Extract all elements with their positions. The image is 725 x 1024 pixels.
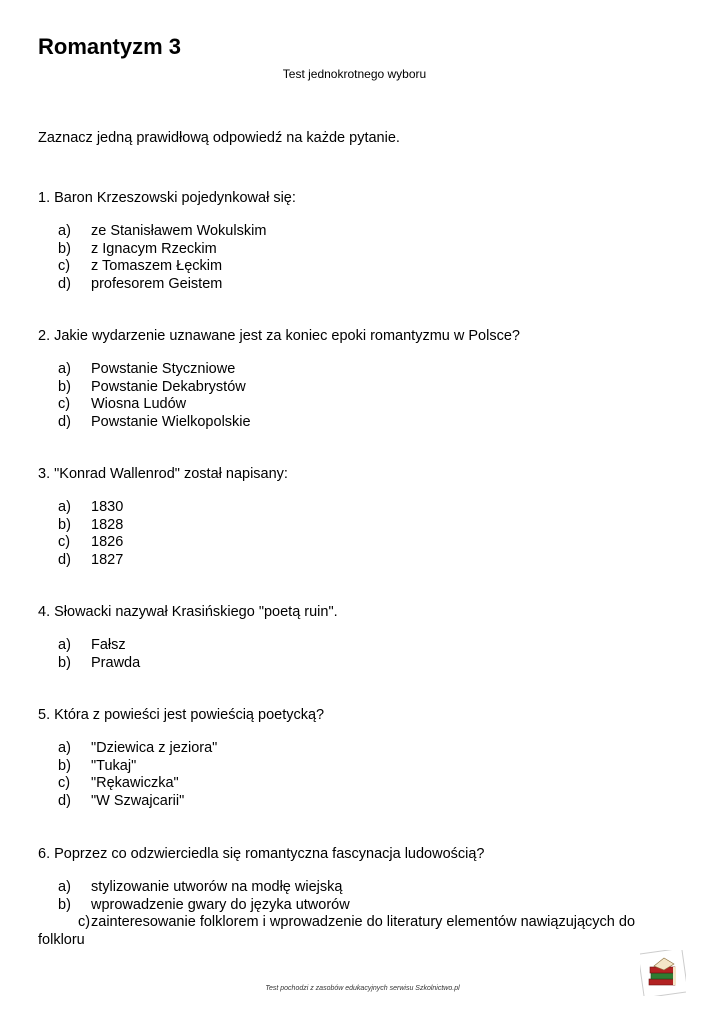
question-text: 1. Baron Krzeszowski pojedynkował się: — [38, 190, 296, 206]
option-c[interactable]: c) 1826 — [58, 534, 124, 550]
instruction: Zaznacz jedną prawidłową odpowiedź na każde pytanie. — [38, 130, 400, 146]
question-text: 5. Która z powieści jest powieścią poetycką? — [38, 707, 325, 723]
page-title: Romantyzm 3 — [38, 34, 182, 59]
option-b[interactable]: b) "Tukaj" — [58, 757, 137, 774]
option-list — [38, 361, 678, 431]
option-c[interactable]: c) z Tomaszem Łęckim — [58, 258, 223, 274]
option-b[interactable]: b) Powstanie Dekabrystów — [58, 378, 246, 395]
option-a[interactable]: a) Fałsz — [58, 637, 126, 653]
option-list — [38, 499, 678, 569]
option-a[interactable]: a) Powstanie Styczniowe — [58, 361, 236, 377]
option-a[interactable]: a) 1830 — [58, 499, 124, 515]
question-3 — [38, 465, 678, 569]
question-text: 2. Jakie wydarzenie uznawane jest za koniec epoki romantyzmu w Polsce? — [38, 328, 520, 344]
option-c[interactable]: c) "Rękawiczka" — [58, 775, 179, 791]
question-text: 6. Poprzez co odzwierciedla się romantyczna fascynacja ludowością? — [38, 846, 485, 862]
footer-source: Test pochodzi z zasobów edukacyjnych serwisu Szkolnictwo.pl — [265, 985, 460, 992]
option-a[interactable]: a) "Dziewica z jeziora" — [58, 740, 218, 756]
option-c[interactable]: c)zainteresowanie folklorem i wprowadzenie do literatury elementów nawiązujących do folkloru — [38, 914, 636, 948]
question-text: 3. "Konrad Wallenrod" został napisany: — [38, 466, 288, 482]
question-1 — [38, 189, 678, 293]
question-4 — [38, 603, 678, 672]
option-a[interactable]: a) ze Stanisławem Wokulskim — [58, 223, 267, 239]
option-d[interactable]: d) Powstanie Wielkopolskie — [58, 413, 251, 430]
question-6 — [38, 845, 658, 949]
option-list — [38, 223, 678, 293]
option-list — [38, 637, 678, 672]
option-list — [38, 879, 658, 949]
option-c[interactable]: c) Wiosna Ludów — [58, 396, 187, 412]
option-a[interactable]: a) stylizowanie utworów na modłę wiejską — [58, 879, 343, 895]
option-b[interactable]: b) 1828 — [58, 516, 124, 533]
option-d[interactable]: d) profesorem Geistem — [58, 275, 223, 292]
option-b[interactable]: b) Prawda — [58, 654, 141, 671]
question-text: 4. Słowacki nazywał Krasińskiego "poetą ruin". — [38, 604, 338, 620]
option-d[interactable]: d) 1827 — [58, 551, 124, 568]
page-subtitle: Test jednokrotnego wyboru — [282, 67, 427, 81]
option-list — [38, 740, 678, 810]
option-d[interactable]: d) "W Szwajcarii" — [58, 792, 185, 809]
question-2 — [38, 327, 678, 431]
question-5 — [38, 706, 678, 810]
option-b[interactable]: b) wprowadzenie gwary do języka utworów — [58, 896, 350, 913]
option-b[interactable]: b) z Ignacym Rzeckim — [58, 240, 217, 257]
